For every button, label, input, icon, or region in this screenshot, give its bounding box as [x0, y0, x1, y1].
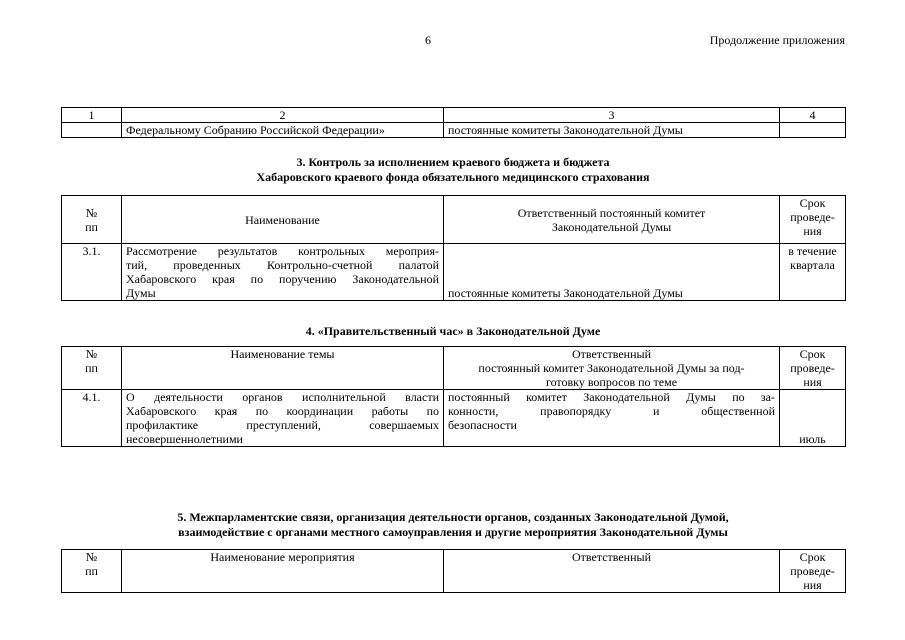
header-term [780, 196, 846, 244]
header-term-line1: Срок [799, 550, 826, 564]
section3-title-line2: Хабаровского краевого фонда обязательного медицинского страхования [256, 170, 650, 184]
header-term [780, 550, 846, 593]
header-responsible-line3: готовку вопросов по теме [545, 375, 678, 389]
header-term-line1: Срок [799, 196, 826, 210]
row-name-cell [122, 390, 444, 447]
header-responsible: Ответственный [444, 550, 780, 593]
header-row [62, 196, 846, 244]
row-term-cell: июль [780, 390, 846, 447]
header-num [62, 196, 122, 244]
row-responsible-line2: конности, правопорядку и общественной [448, 404, 775, 418]
header-responsible-line1: Ответственный [571, 347, 652, 361]
table-row [62, 390, 846, 447]
row-term-line1: в течение [788, 244, 837, 258]
header-name: Наименование темы [122, 347, 444, 390]
section5-table [61, 549, 846, 593]
header-term-line3: ния [803, 578, 822, 592]
header-term-line2: проведе- [790, 361, 835, 375]
header-responsible-line2: Законодательной Думы [551, 219, 672, 234]
row-num-cell: 3.1. [62, 244, 122, 301]
section4-title: 4. «Правительственный час» в Законодательной Думе [305, 324, 601, 338]
header-responsible [444, 347, 780, 390]
header-num-line1: № [85, 347, 98, 361]
row-name-line2: тий, проведенных Контрольно-счетной палатой [126, 258, 439, 272]
header-term-line3: ния [803, 224, 822, 238]
header-num-line2: пп [85, 361, 98, 375]
header-responsible [444, 196, 780, 244]
row-responsible-cell: постоянные комитеты Законодательной Думы [444, 244, 780, 301]
header-num-line2: пп [85, 564, 98, 578]
row-term-line2: квартала [790, 258, 835, 272]
col-number-1: 1 [62, 108, 122, 123]
row-name-line3: Хабаровского края по поручению Законодательной [126, 272, 439, 286]
section5-title-line1: 5. Межпарламентские связи, организация деятельности органов, созданных Законодательной Думой, [177, 510, 729, 524]
row-responsible-line1: постоянный комитет Законодательной Думы по за- [448, 390, 775, 404]
table-row [62, 244, 846, 301]
header-term [780, 347, 846, 390]
row-responsible-cell [444, 390, 780, 447]
header-num [62, 347, 122, 390]
header-num-line1: № [85, 550, 98, 564]
header-num-line1: № [85, 205, 98, 220]
header-responsible-line2: постоянный комитет Законодательной Думы за под- [478, 361, 745, 375]
row-name-line1: Рассмотрение результатов контрольных мероприя- [126, 244, 439, 258]
row-name-cell: Федеральному Собранию Российской Федерации» [122, 123, 444, 138]
header-row [62, 550, 846, 593]
row-num-cell: 4.1. [62, 390, 122, 447]
header-term-line3: ния [803, 375, 822, 389]
col-number-3: 3 [444, 108, 780, 123]
section4-table [61, 346, 846, 447]
header-row [62, 347, 846, 390]
header-responsible-line1: Ответственный постоянный комитет [517, 205, 706, 220]
continuation-label: Продолжение приложения [709, 33, 845, 47]
row-term-cell [780, 123, 846, 138]
column-number-row [62, 108, 846, 123]
row-term-cell [780, 244, 846, 301]
header-term-line2: проведе- [790, 564, 835, 578]
row-name-cell [122, 244, 444, 301]
table-row [62, 123, 846, 138]
section3-title-line1: 3. Контроль за исполнением краевого бюджета и бюджета [296, 155, 610, 169]
row-name-line2: Хабаровского края по координации работы по [126, 404, 439, 418]
header-name: Наименование мероприятия [122, 550, 444, 593]
row-name-line1: О деятельности органов исполнительной власти [126, 390, 439, 404]
header-term-line1: Срок [799, 347, 826, 361]
page-number: 6 [425, 33, 431, 47]
col-number-2: 2 [122, 108, 444, 123]
header-num [62, 550, 122, 593]
row-num-cell [62, 123, 122, 138]
header-name: Наименование [122, 196, 444, 244]
section3-table [61, 195, 846, 301]
row-responsible-cell: постоянные комитеты Законодательной Думы [444, 123, 780, 138]
col-number-4: 4 [780, 108, 846, 123]
row-name-line3: профилактике преступлений, совершаемых [126, 418, 439, 432]
continuation-table [61, 107, 846, 138]
section5-title-line2: взаимодействие с органами местного самоуправления и другие мероприятия Законодательной Думы [178, 525, 728, 539]
row-name-line4: несовершеннолетними [126, 432, 243, 446]
header-num-line2: пп [85, 219, 98, 234]
header-term-line2: проведе- [790, 210, 835, 224]
row-responsible-line3: безопасности [448, 418, 517, 432]
row-name-line4: Думы [126, 286, 156, 300]
